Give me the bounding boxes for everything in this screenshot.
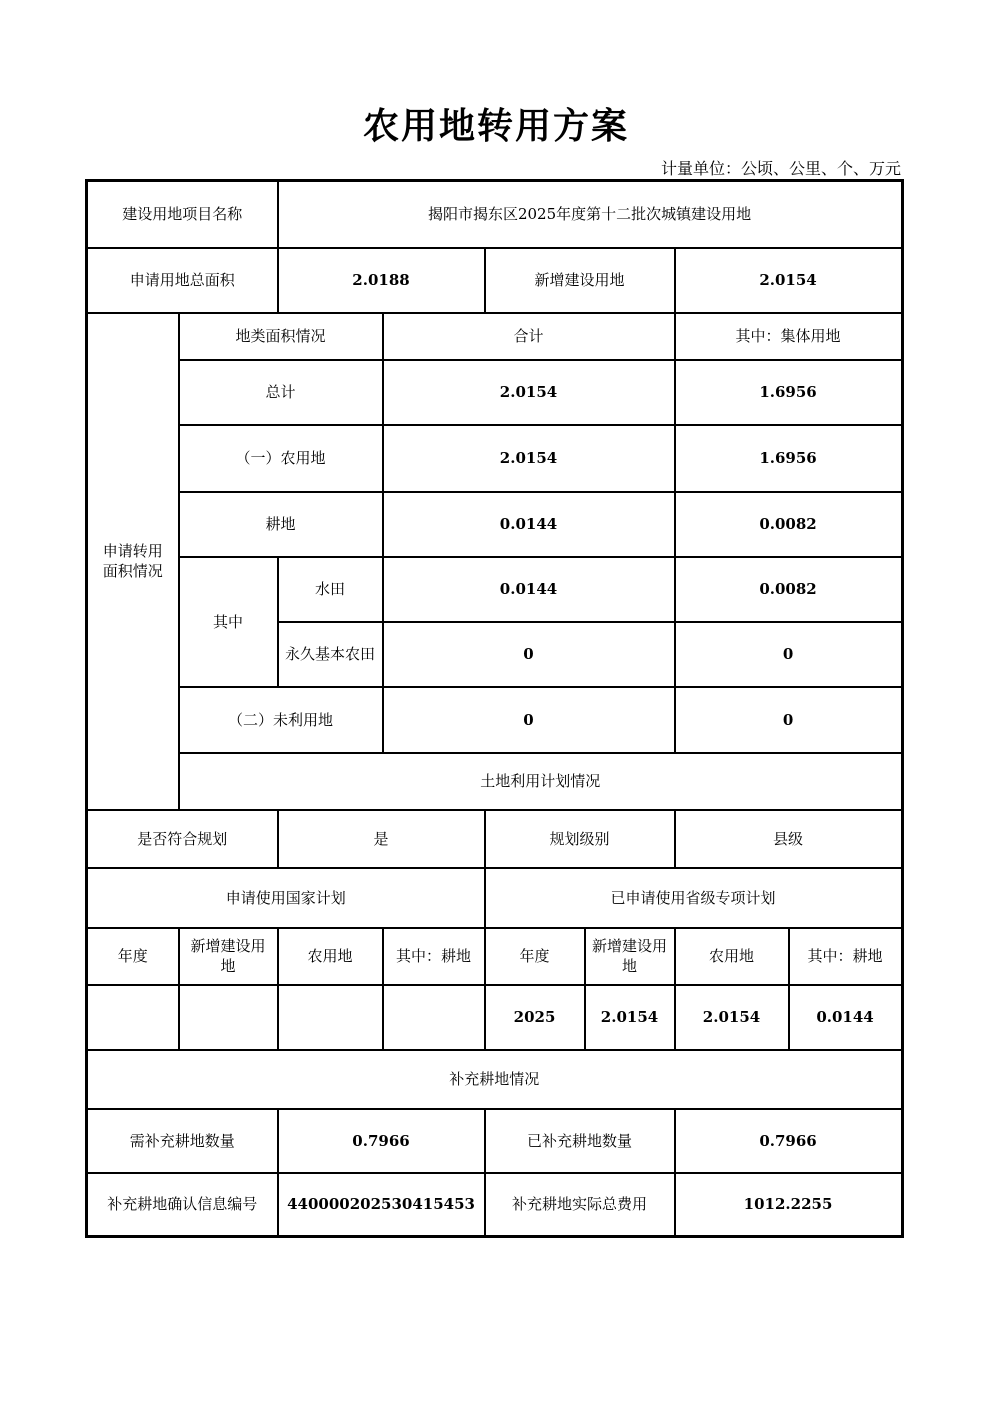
national-year-value bbox=[87, 985, 179, 1050]
farmland-label: 耕地 bbox=[179, 492, 383, 557]
provincial-year-header: 年度 bbox=[485, 928, 585, 985]
total-collective: 1.6956 bbox=[675, 360, 902, 425]
conversion-group-label: 申请转用面积情况 bbox=[87, 313, 179, 810]
provincial-plan-label: 已申请使用省级专项计划 bbox=[485, 868, 902, 928]
apply-area-value: 2.0188 bbox=[278, 248, 485, 313]
national-farm-value bbox=[383, 985, 485, 1050]
page-title: 农用地转用方案 bbox=[362, 105, 629, 147]
national-year-header: 年度 bbox=[87, 928, 179, 985]
conform-label: 是否符合规划 bbox=[87, 810, 278, 868]
plan-values-row bbox=[87, 985, 903, 1050]
supplement-info-row bbox=[87, 1173, 903, 1237]
national-agri-value bbox=[278, 985, 383, 1050]
plan-columns-row bbox=[87, 928, 903, 985]
actual-cost-value: 1012.2255 bbox=[675, 1173, 902, 1237]
project-name-label: 建设用地项目名称 bbox=[87, 181, 278, 248]
agri-sum: 2.0154 bbox=[383, 425, 675, 492]
provincial-farm-value: 0.0144 bbox=[789, 985, 902, 1050]
project-name-row bbox=[87, 181, 903, 248]
provincial-new-value: 2.0154 bbox=[585, 985, 675, 1050]
supplement-section-row bbox=[87, 1050, 903, 1109]
national-farm-header: 其中：耕地 bbox=[383, 928, 485, 985]
national-plan-label: 申请使用国家计划 bbox=[87, 868, 485, 928]
farmland-collective: 0.0082 bbox=[675, 492, 902, 557]
national-new-value bbox=[179, 985, 278, 1050]
plan-section-title: 土地利用计划情况 bbox=[179, 753, 903, 810]
permanent-sum: 0 bbox=[383, 622, 675, 687]
national-new-header: 新增建设用地 bbox=[179, 928, 278, 985]
collective-header: 其中：集体用地 bbox=[675, 313, 902, 360]
provincial-agri-value: 2.0154 bbox=[675, 985, 789, 1050]
actual-cost-label: 补充耕地实际总费用 bbox=[485, 1173, 675, 1237]
conform-value: 是 bbox=[278, 810, 485, 868]
plan-type-row bbox=[87, 868, 903, 928]
paddy-row bbox=[87, 557, 903, 622]
done-supplement-label: 已补充耕地数量 bbox=[485, 1109, 675, 1173]
among-label: 其中 bbox=[179, 557, 278, 687]
plan-section-row bbox=[87, 753, 903, 810]
need-supplement-label: 需补充耕地数量 bbox=[87, 1109, 278, 1173]
total-row bbox=[87, 360, 903, 425]
national-agri-header: 农用地 bbox=[278, 928, 383, 985]
confirm-id-value: 440000202530415453 bbox=[278, 1173, 485, 1237]
total-label: 总计 bbox=[179, 360, 383, 425]
provincial-agri-header: 农用地 bbox=[675, 928, 789, 985]
new-construction-label: 新增建设用地 bbox=[485, 248, 675, 313]
category-header: 地类面积情况 bbox=[179, 313, 383, 360]
conversion-plan-table bbox=[85, 179, 904, 1238]
provincial-farm-header: 其中：耕地 bbox=[789, 928, 902, 985]
agri-row bbox=[87, 425, 903, 492]
paddy-label: 水田 bbox=[278, 557, 383, 622]
project-name-value: 揭阳市揭东区2025年度第十二批次城镇建设用地 bbox=[278, 181, 902, 248]
new-construction-value: 2.0154 bbox=[675, 248, 902, 313]
provincial-year-value: 2025 bbox=[485, 985, 585, 1050]
supplement-quantity-row bbox=[87, 1109, 903, 1173]
paddy-sum: 0.0144 bbox=[383, 557, 675, 622]
level-value: 县级 bbox=[675, 810, 902, 868]
conversion-header-row bbox=[87, 313, 903, 360]
unused-sum: 0 bbox=[383, 687, 675, 753]
level-label: 规划级别 bbox=[485, 810, 675, 868]
farmland-sum: 0.0144 bbox=[383, 492, 675, 557]
unused-label: （二）未利用地 bbox=[179, 687, 383, 753]
sum-header: 合计 bbox=[383, 313, 675, 360]
paddy-collective: 0.0082 bbox=[675, 557, 902, 622]
total-sum: 2.0154 bbox=[383, 360, 675, 425]
provincial-new-header: 新增建设用地 bbox=[585, 928, 675, 985]
apply-area-label: 申请用地总面积 bbox=[87, 248, 278, 313]
plan-conform-row bbox=[87, 810, 903, 868]
need-supplement-value: 0.7966 bbox=[278, 1109, 485, 1173]
unused-row bbox=[87, 687, 903, 753]
done-supplement-value: 0.7966 bbox=[675, 1109, 902, 1173]
supplement-section-title: 补充耕地情况 bbox=[87, 1050, 902, 1109]
permanent-label: 永久基本农田 bbox=[278, 622, 383, 687]
permanent-collective: 0 bbox=[675, 622, 902, 687]
agri-collective: 1.6956 bbox=[675, 425, 902, 492]
agri-label: （一）农用地 bbox=[179, 425, 383, 492]
unit-note: 计量单位：公顷、公里、个、万元 bbox=[660, 159, 901, 178]
total-area-row bbox=[87, 248, 903, 313]
confirm-id-label: 补充耕地确认信息编号 bbox=[87, 1173, 278, 1237]
farmland-row bbox=[87, 492, 903, 557]
unused-collective: 0 bbox=[675, 687, 902, 753]
